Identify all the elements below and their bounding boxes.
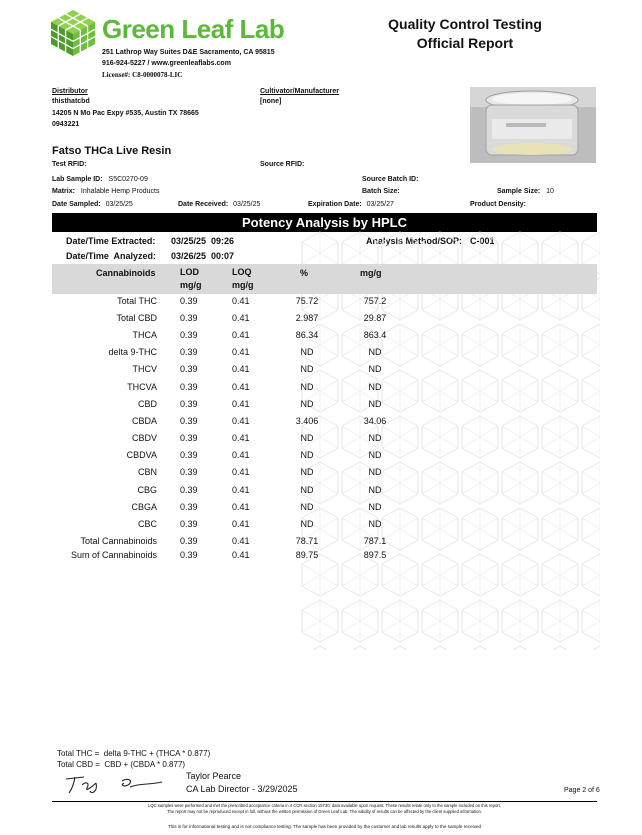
jar-image bbox=[470, 87, 596, 163]
loq-value: 0.41 bbox=[232, 347, 250, 357]
lod-value: 0.39 bbox=[180, 399, 198, 409]
header-percent: % bbox=[300, 268, 309, 278]
lod-value: 0.39 bbox=[180, 536, 198, 546]
date-sampled-value: 03/25/25 bbox=[105, 201, 133, 208]
cannabinoid-name: THCVA bbox=[127, 382, 157, 392]
loq-value: 0.41 bbox=[232, 536, 250, 546]
lab-license: License#: C8-0000078-LIC bbox=[102, 71, 183, 79]
percent-value: ND bbox=[300, 382, 314, 392]
lab-address: 251 Lathrop Way Suites D&E Sacramento, CA 95815 bbox=[102, 49, 275, 56]
percent-value: 89.75 bbox=[295, 550, 319, 560]
lab-name: Green Leaf Lab bbox=[102, 14, 285, 44]
matrix-value: Inhalable Hemp Products bbox=[80, 188, 160, 195]
mg-per-g-value: ND bbox=[368, 467, 382, 477]
percent-value: ND bbox=[300, 519, 314, 529]
expiration-row bbox=[308, 201, 394, 208]
cannabinoid-name: CBC bbox=[137, 519, 157, 529]
loq-value: 0.41 bbox=[232, 313, 250, 323]
percent-value: ND bbox=[300, 399, 314, 409]
table-row bbox=[52, 485, 597, 499]
lod-value: 0.39 bbox=[180, 485, 198, 495]
mg-per-g-value: ND bbox=[368, 382, 382, 392]
table-row bbox=[52, 433, 597, 447]
matrix-label: Matrix: bbox=[52, 188, 75, 195]
product-name: Fatso THCa Live Resin bbox=[52, 145, 172, 157]
percent-value: ND bbox=[300, 347, 314, 357]
date-sampled-label: Date Sampled: bbox=[52, 201, 101, 208]
cannabinoid-name: delta 9-THC bbox=[108, 347, 157, 357]
header-lod: LOD bbox=[180, 267, 199, 277]
date-received-value: 03/25/25 bbox=[233, 201, 261, 208]
lod-value: 0.39 bbox=[180, 467, 198, 477]
loq-value: 0.41 bbox=[232, 416, 250, 426]
extracted-value: 03/25/25 09:26 bbox=[171, 236, 235, 246]
mg-per-g-value: 787.1 bbox=[363, 536, 387, 546]
lod-value: 0.39 bbox=[180, 296, 198, 306]
table-row bbox=[52, 502, 597, 516]
lod-value: 0.39 bbox=[180, 313, 198, 323]
table-row bbox=[52, 467, 597, 481]
sample-size-label: Sample Size: bbox=[497, 188, 541, 195]
loq-value: 0.41 bbox=[232, 330, 250, 340]
cannabinoid-name: CBG bbox=[137, 485, 157, 495]
loq-value: 0.41 bbox=[232, 467, 250, 477]
cannabinoid-name: Total Cannabinoids bbox=[80, 536, 157, 546]
table-row bbox=[52, 364, 597, 378]
loq-value: 0.41 bbox=[232, 364, 250, 374]
lab-logo bbox=[48, 8, 98, 58]
lod-value: 0.39 bbox=[180, 502, 198, 512]
lod-value: 0.39 bbox=[180, 330, 198, 340]
mg-per-g-value: ND bbox=[368, 399, 382, 409]
percent-value: ND bbox=[300, 467, 314, 477]
cannabinoid-name: CBDV bbox=[131, 433, 157, 443]
table-row bbox=[52, 519, 597, 533]
footer-divider bbox=[52, 801, 597, 802]
loq-value: 0.41 bbox=[232, 550, 250, 560]
cannabinoid-name: CBN bbox=[137, 467, 157, 477]
date-sampled-row bbox=[52, 201, 133, 208]
percent-value: 78.71 bbox=[295, 536, 319, 546]
lab-sample-id-label: Lab Sample ID: bbox=[52, 176, 103, 183]
table-row bbox=[52, 450, 597, 464]
lod-value: 0.39 bbox=[180, 519, 198, 529]
signer-title: CA Lab Director - 3/29/2025 bbox=[186, 784, 298, 794]
analyzed-value: 03/26/25 00:07 bbox=[171, 251, 235, 261]
expiration-label: Expiration Date: bbox=[308, 201, 362, 208]
percent-value: ND bbox=[300, 485, 314, 495]
analyzed-label: Date/Time Analyzed: bbox=[66, 251, 157, 261]
loq-value: 0.41 bbox=[232, 485, 250, 495]
percent-value: 75.72 bbox=[295, 296, 319, 306]
loq-value: 0.41 bbox=[232, 399, 250, 409]
mg-per-g-value: 29.87 bbox=[363, 313, 387, 323]
loq-value: 0.41 bbox=[232, 382, 250, 392]
distributor-address: 14205 N Mo Pac Expy #535, Austin TX 78665 bbox=[52, 110, 199, 117]
table-row bbox=[52, 347, 597, 361]
lod-value: 0.39 bbox=[180, 433, 198, 443]
lod-value: 0.39 bbox=[180, 550, 198, 560]
table-row bbox=[52, 550, 597, 564]
table-row bbox=[52, 399, 597, 413]
percent-value: ND bbox=[300, 433, 314, 443]
mg-per-g-value: 34.06 bbox=[363, 416, 387, 426]
table-row bbox=[52, 536, 597, 550]
date-received-row bbox=[178, 201, 260, 208]
sample-size-value: 10 bbox=[546, 188, 554, 195]
report-title: Quality Control Testing bbox=[388, 16, 542, 32]
lod-value: 0.39 bbox=[180, 347, 198, 357]
mg-per-g-value: ND bbox=[368, 485, 382, 495]
expiration-value: 03/25/27 bbox=[366, 201, 394, 208]
cannabinoid-name: Total CBD bbox=[116, 313, 157, 323]
lod-value: 0.39 bbox=[180, 416, 198, 426]
formula-cbd: Total CBD = CBD + (CBDA * 0.877) bbox=[57, 760, 186, 769]
cannabinoid-name: Sum of Cannabinoids bbox=[70, 550, 157, 560]
loq-value: 0.41 bbox=[232, 502, 250, 512]
formula-thc: Total THC = delta 9-THC + (THCA * 0.877) bbox=[57, 749, 211, 758]
table-row bbox=[52, 296, 597, 310]
table-row bbox=[52, 382, 597, 396]
distributor-label: Distributor bbox=[52, 88, 88, 95]
header-cannabinoids: Cannabinoids bbox=[96, 268, 156, 278]
logo-cube-icon bbox=[48, 8, 98, 58]
cultivator-value: [none] bbox=[260, 98, 282, 105]
cannabinoid-name: THCV bbox=[132, 364, 157, 374]
percent-value: 2.987 bbox=[295, 313, 319, 323]
cannabinoid-name: CBDVA bbox=[126, 450, 157, 460]
header-lod-unit: mg/g bbox=[180, 280, 202, 290]
percent-value: ND bbox=[300, 364, 314, 374]
header-loq-unit: mg/g bbox=[232, 280, 254, 290]
lod-value: 0.39 bbox=[180, 382, 198, 392]
lab-sample-id-value: S5C0270-09 bbox=[108, 176, 148, 183]
source-batch-label: Source Batch ID: bbox=[362, 176, 419, 183]
lod-value: 0.39 bbox=[180, 364, 198, 374]
mg-per-g-value: 863.4 bbox=[363, 330, 387, 340]
sample-size-row bbox=[497, 188, 554, 195]
percent-value: 3.406 bbox=[295, 416, 319, 426]
percent-value: ND bbox=[300, 502, 314, 512]
density-label: Product Density: bbox=[470, 201, 527, 208]
batch-size-label: Batch Size: bbox=[362, 188, 400, 195]
cannabinoid-name: THCA bbox=[132, 330, 157, 340]
header-loq: LOQ bbox=[232, 267, 252, 277]
test-rfid-label: Test RFID: bbox=[52, 161, 87, 168]
mg-per-g-value: ND bbox=[368, 364, 382, 374]
table-row bbox=[52, 330, 597, 344]
cannabinoid-name: Total THC bbox=[117, 296, 157, 306]
lab-contact: 916-924-5227 / www.greenleaflabs.com bbox=[102, 60, 231, 67]
footer-line-1: LQC samples were performed and met the prescribed acceptance criteria in 4 CCR section 15730; data available upon request. These results relate only to the sample included on this report. bbox=[147, 803, 502, 808]
page-number: Page 2 of 6 bbox=[564, 787, 600, 794]
source-rfid-label: Source RFID: bbox=[260, 161, 305, 168]
loq-value: 0.41 bbox=[232, 433, 250, 443]
loq-value: 0.41 bbox=[232, 519, 250, 529]
distributor-phone: 0943221 bbox=[52, 121, 80, 128]
extracted-label: Date/Time Extracted: bbox=[66, 236, 156, 246]
signature bbox=[62, 773, 172, 795]
mg-per-g-value: 757.2 bbox=[363, 296, 387, 306]
mg-per-g-value: ND bbox=[368, 502, 382, 512]
mg-per-g-value: ND bbox=[368, 450, 382, 460]
cultivator-label: Cultivator/Manufacturer bbox=[260, 88, 339, 95]
cannabinoid-name: CBGA bbox=[131, 502, 157, 512]
loq-value: 0.41 bbox=[232, 296, 250, 306]
footer-line-3: This is for informational testing and is not compliance testing. The sample has been provided by the customer and lab results apply to the sample received bbox=[167, 824, 482, 829]
report-subtitle: Official Report bbox=[416, 35, 514, 51]
cannabinoid-name: CBD bbox=[137, 399, 157, 409]
date-received-label: Date Received: bbox=[178, 201, 229, 208]
lab-sample-id-row bbox=[52, 176, 148, 183]
header-mg: mg/g bbox=[360, 268, 382, 278]
mg-per-g-value: ND bbox=[368, 433, 382, 443]
cannabinoid-name: CBDA bbox=[131, 416, 157, 426]
distributor-name: thisthatcbd bbox=[52, 98, 90, 105]
mg-per-g-value: ND bbox=[368, 347, 382, 357]
table-row bbox=[52, 313, 597, 327]
footer-line-2: The report may not be reproduced except in full, without the written permission of Green Leaf Lab. The validity of results can be affected by the client supplied information. bbox=[166, 809, 482, 814]
lod-value: 0.39 bbox=[180, 450, 198, 460]
loq-value: 0.41 bbox=[232, 450, 250, 460]
signature-image bbox=[62, 773, 172, 795]
sample-photo bbox=[470, 87, 596, 163]
percent-value: 86.34 bbox=[295, 330, 319, 340]
percent-value: ND bbox=[300, 450, 314, 460]
mg-per-g-value: ND bbox=[368, 519, 382, 529]
mg-per-g-value: 897.5 bbox=[363, 550, 387, 560]
signer-name: Taylor Pearce bbox=[186, 771, 242, 781]
table-row bbox=[52, 416, 597, 430]
section-title: Potency Analysis by HPLC bbox=[242, 215, 407, 230]
matrix-row bbox=[52, 188, 160, 195]
